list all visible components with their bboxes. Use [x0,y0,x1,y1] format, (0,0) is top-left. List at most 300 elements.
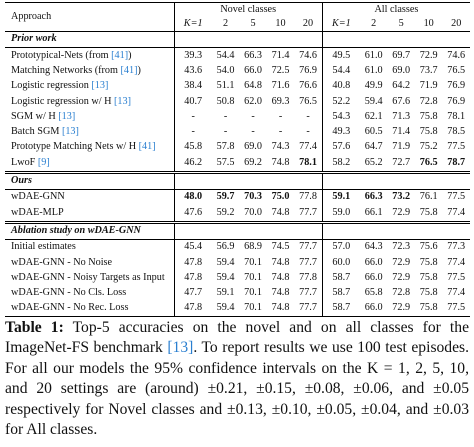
novel-value-cell [212,286,240,301]
all-value: 75.8 [419,110,438,122]
citation-link[interactable]: [41] [111,49,129,61]
method-name: Matching Networks (from [11,64,121,76]
novel-value: 68.9 [244,241,262,253]
all-value: 77.4 [447,256,466,268]
all-value-cell [360,48,388,64]
all-value-cell [360,286,388,301]
novel-value: 70.1 [244,256,262,268]
novel-value-cell [212,270,240,285]
table-row [5,239,470,255]
all-value-cell [322,301,360,317]
all-value: 77.5 [447,302,466,314]
row-label [5,286,174,301]
novel-value: 77.8 [299,271,317,283]
all-value: 76.9 [447,80,466,92]
novel-value-cell [239,301,267,317]
novel-value-cell [212,48,240,64]
caption-text-2: . To report results we use 100 test episodes. For all our models the 95% confidence intervals on the K = 1, 2, 5, 10, and 20 settings are (around) ±0.21, ±0.15, ±0.08, ±0.06, and ±0.05 respectively for Novel classes and ±0.13, ±0.10, ±0.05, ±0.04, and ±0.03 for All classes. [5,339,469,439]
all-value-cell [442,125,470,140]
novel-value-cell [267,189,295,205]
novel-value: 59.1 [216,287,235,299]
all-value-cell [360,109,388,124]
table-row [5,270,470,285]
all-value-cell [415,48,443,64]
method-name: LwoF [11,156,38,168]
row-label [5,109,174,124]
all-value: 58.7 [332,271,351,283]
all-value: 62.1 [364,110,383,122]
all-value-cell [322,155,360,172]
novel-value: 70.1 [244,287,262,299]
novel-value: 56.9 [216,241,235,253]
k-header-all-5: 5 [398,17,404,29]
novel-value-cell [174,189,212,205]
novel-value: 59.2 [216,206,235,218]
all-value-cell [387,140,415,155]
novel-value-cell [239,270,267,285]
all-value: 64.3 [364,241,383,253]
novel-value: 76.9 [299,64,317,76]
novel-value: 45.8 [184,141,203,153]
novel-value: 77.7 [299,241,317,253]
novel-value-cell [212,239,240,255]
empty-cell [442,222,470,239]
novel-value-cell [267,286,295,301]
all-value: 72.8 [392,287,411,299]
novel-value: 70.0 [244,206,262,218]
k-label: K=1 [183,17,203,29]
all-value-cell [415,125,443,140]
empty-cell [387,172,415,189]
all-value: 58.7 [332,302,351,314]
all-value: 64.2 [392,80,411,92]
method-name: Initial estimates [11,241,76,253]
table-row [5,255,470,270]
novel-value: 47.8 [184,302,203,314]
all-value: 66.0 [364,271,383,283]
all-value-cell [415,155,443,172]
citation-link[interactable]: [13] [91,80,109,92]
novel-value-cell [174,48,212,64]
novel-value: 69.2 [244,156,262,168]
all-value-cell [322,94,360,109]
table-row [5,94,470,109]
all-value-cell [442,79,470,94]
all-value: 59.1 [332,191,351,203]
all-value-cell [442,189,470,205]
all-value-cell [387,286,415,301]
row-label [5,79,174,94]
all-value: 75.8 [419,256,438,268]
all-value: 67.6 [392,95,411,107]
header-row-groups [5,3,470,18]
all-value: 69.0 [392,64,411,76]
novel-value-cell [239,140,267,155]
all-value: 52.2 [332,95,351,107]
all-value: 78.1 [447,110,466,122]
novel-value-cell [174,79,212,94]
all-value-cell [415,286,443,301]
novel-value-cell [294,48,322,64]
novel-classes-header: Novel classes [174,3,322,18]
novel-value-cell [267,109,295,124]
empty-cell [322,222,360,239]
novel-value: 72.5 [271,64,290,76]
all-value: 77.3 [447,241,466,253]
all-value: 76.1 [419,191,438,203]
all-value: 74.6 [447,49,466,61]
table-row [5,286,470,301]
all-value: 75.8 [419,287,438,299]
empty-cell [415,222,443,239]
k-header-all-20: 20 [451,17,462,29]
novel-value-cell [267,125,295,140]
all-value-cell [360,255,388,270]
all-value-cell [387,270,415,285]
all-value-cell [322,270,360,285]
all-value: 77.4 [447,287,466,299]
novel-value-cell [239,189,267,205]
all-value: 77.5 [447,271,466,283]
all-classes-header: All classes [322,3,470,18]
novel-value-cell [294,286,322,301]
empty-cell [387,222,415,239]
novel-value-cell [174,125,212,140]
all-value: 49.3 [332,126,351,138]
table-row [5,79,470,94]
novel-value: 59.4 [216,271,235,283]
novel-value: 71.6 [271,80,290,92]
table-row [5,64,470,79]
empty-cell [415,172,443,189]
empty-cell [294,172,322,189]
all-value-cell [322,79,360,94]
all-value: 54.4 [332,64,351,76]
empty-cell [212,32,240,48]
all-value-cell [415,189,443,205]
citation-link[interactable]: [13] [61,126,79,138]
all-value: 72.9 [392,302,411,314]
novel-value-cell [294,79,322,94]
all-value-cell [415,301,443,317]
empty-cell [442,32,470,48]
novel-value-cell [212,64,240,79]
novel-value: 59.4 [216,256,235,268]
row-label [5,48,174,64]
novel-value-cell [239,109,267,124]
all-value-cell [360,205,388,222]
novel-value: 59.4 [216,302,235,314]
novel-value: 76.6 [299,80,317,92]
all-value: 75.8 [419,126,438,138]
novel-value-cell [174,109,212,124]
all-value-cell [360,140,388,155]
all-value-cell [415,140,443,155]
all-value-cell [387,155,415,172]
empty-cell [360,222,388,239]
row-label [5,239,174,255]
all-value: 76.5 [419,156,438,168]
k-header-novel-2: 2 [222,17,229,29]
all-value: 59.4 [364,95,383,107]
novel-value: 74.6 [299,49,317,61]
novel-value-cell [239,94,267,109]
novel-value: 70.1 [244,302,262,314]
table-caption [5,318,469,440]
novel-value-cell [267,205,295,222]
novel-value-cell [294,125,322,140]
novel-value: 77.7 [299,287,317,299]
all-value-cell [322,109,360,124]
method-name: SGM w/ H [11,110,59,122]
empty-cell [415,32,443,48]
k-header-all-2: 2 [371,17,377,29]
results-table [5,2,470,317]
all-value: 66.0 [364,302,383,314]
row-label [5,270,174,285]
table-row [5,155,470,172]
empty-cell [322,32,360,48]
empty-cell [239,172,267,189]
novel-value: 77.8 [299,191,317,203]
empty-cell [294,222,322,239]
all-value: 76.5 [447,64,466,76]
all-value: 78.5 [447,126,466,138]
novel-value: 57.5 [216,156,235,168]
novel-value-cell [294,94,322,109]
novel-value-cell [174,205,212,222]
novel-value: - [223,126,228,138]
table-row [5,125,470,140]
novel-value: 74.8 [271,271,290,283]
all-value-cell [360,79,388,94]
empty-cell [360,32,388,48]
k-label: K=1 [331,17,351,29]
empty-cell [174,222,212,239]
all-value-cell [322,286,360,301]
all-value-cell [442,301,470,317]
novel-value: 69.0 [244,141,262,153]
novel-value: 70.1 [244,271,262,283]
all-value-cell [360,189,388,205]
all-value-cell [387,205,415,222]
method-name-suffix: ) [137,64,141,76]
table-row [5,109,470,124]
empty-cell [174,32,212,48]
all-value-cell [415,64,443,79]
all-value: 66.3 [364,191,383,203]
citation-link[interactable]: [13] [58,110,76,122]
empty-cell [442,172,470,189]
all-value-cell [442,64,470,79]
novel-value: 74.8 [271,206,290,218]
row-label [5,64,174,79]
novel-value: - [278,110,283,122]
all-value: 71.4 [392,126,411,138]
all-value: 54.3 [332,110,351,122]
all-value-cell [387,239,415,255]
section-row [5,32,470,48]
all-value: 57.0 [332,241,351,253]
novel-value: 77.7 [299,206,317,218]
all-value: 61.0 [364,64,383,76]
all-value-cell [442,205,470,222]
all-value: 75.2 [419,141,438,153]
k-header-all-10: 10 [423,17,434,29]
all-value-cell [387,109,415,124]
novel-value: 74.3 [271,141,290,153]
caption-text-1: Top-5 accuracies on the novel and on all classes for the ImageNet-FS benchmark [5,319,469,357]
novel-value: 74.8 [271,287,290,299]
all-value: 65.8 [364,287,383,299]
table-row [5,140,470,155]
section-title: Ablation study on wDAE-GNN [5,222,174,239]
all-value: 69.7 [392,49,411,61]
all-value: 49.5 [332,49,351,61]
all-value-cell [442,94,470,109]
method-name: Logistic regression [11,80,92,92]
section-row [5,222,470,239]
all-value-cell [387,189,415,205]
all-value-cell [322,255,360,270]
all-value: 65.2 [364,156,383,168]
caption-citation[interactable]: [13] [167,339,194,357]
novel-value-cell [267,48,295,64]
novel-value-cell [294,205,322,222]
novel-value: 54.4 [216,49,235,61]
all-value: 77.4 [447,206,466,218]
method-name: Prototypical-Nets (from [11,49,112,61]
all-value-cell [442,155,470,172]
novel-value: 71.4 [271,49,290,61]
row-label [5,205,174,222]
all-value: 75.8 [419,271,438,283]
all-value: 72.8 [419,95,438,107]
all-value-cell [322,205,360,222]
section-title: Prior work [5,32,174,48]
novel-value: 38.4 [184,80,203,92]
novel-value: 57.8 [216,141,235,153]
all-value-cell [322,189,360,205]
all-value: 59.0 [332,206,351,218]
novel-value-cell [174,286,212,301]
novel-value-cell [294,155,322,172]
novel-value: 43.6 [184,64,203,76]
all-value: 64.7 [364,141,383,153]
all-value: 73.2 [392,191,411,203]
novel-value: 47.7 [184,287,203,299]
all-value-cell [322,125,360,140]
all-value: 72.3 [392,241,411,253]
all-value-cell [415,109,443,124]
novel-value: - [251,110,255,122]
novel-value-cell [294,301,322,317]
novel-value: 54.0 [216,64,235,76]
all-value: 78.7 [447,156,466,168]
novel-value-cell [174,255,212,270]
novel-value-cell [294,109,322,124]
all-value: 58.7 [332,287,351,299]
empty-cell [212,222,240,239]
empty-cell [212,172,240,189]
novel-value: 66.3 [244,49,262,61]
row-label [5,140,174,155]
method-name: Batch SGM [11,126,62,138]
novel-value: - [191,126,195,138]
novel-value: 74.5 [271,241,290,253]
novel-value-cell [212,109,240,124]
citation-link[interactable]: [41] [120,64,138,76]
section-title: Ours [5,172,174,189]
all-value: 73.7 [419,64,438,76]
novel-value-cell [239,64,267,79]
all-value-cell [415,79,443,94]
all-value-cell [387,79,415,94]
method-name: wDAE-GNN - No Rec. Loss [11,302,129,314]
novel-value-cell [267,64,295,79]
novel-value: 45.4 [184,241,203,253]
all-value: 40.8 [332,80,351,92]
k-header-novel-20: 20 [294,17,322,32]
method-name: wDAE-MLP [11,206,64,218]
all-value: 49.9 [364,80,383,92]
novel-value: 51.1 [216,80,235,92]
novel-value: - [306,126,310,138]
all-value: 75.6 [419,241,438,253]
all-value: 77.5 [447,191,466,203]
method-name: wDAE-GNN - Noisy Targets as Input [11,271,165,283]
novel-value-cell [267,94,295,109]
novel-value-cell [294,270,322,285]
row-label [5,301,174,317]
all-value: 75.8 [419,206,438,218]
all-value-cell [360,270,388,285]
novel-value-cell [239,79,267,94]
all-value-cell [360,64,388,79]
citation-link[interactable]: [13] [114,95,131,107]
novel-value-cell [239,239,267,255]
novel-value-cell [174,64,212,79]
novel-value: 62.0 [244,95,262,107]
caption-label: Table 1: [5,319,64,336]
row-label [5,155,174,172]
novel-value: 40.7 [184,95,203,107]
novel-value-cell [239,205,267,222]
all-value-cell [442,109,470,124]
novel-value-cell [174,301,212,317]
citation-link[interactable]: [9] [37,156,50,168]
empty-cell [174,172,212,189]
novel-value-cell [294,64,322,79]
row-label [5,255,174,270]
novel-value-cell [267,301,295,317]
all-value: 71.3 [392,110,411,122]
novel-value: 74.8 [271,156,290,168]
citation-link[interactable]: [41] [138,141,156,153]
all-value-cell [387,94,415,109]
all-value: 72.9 [419,49,438,61]
novel-value-cell [294,239,322,255]
empty-cell [267,222,295,239]
novel-value-cell [267,239,295,255]
all-value-cell [415,94,443,109]
novel-value: 46.2 [184,156,203,168]
all-value-cell [322,239,360,255]
all-value-cell [442,255,470,270]
all-value-cell [387,48,415,64]
novel-value: - [251,126,255,138]
all-value: 72.7 [392,156,411,168]
